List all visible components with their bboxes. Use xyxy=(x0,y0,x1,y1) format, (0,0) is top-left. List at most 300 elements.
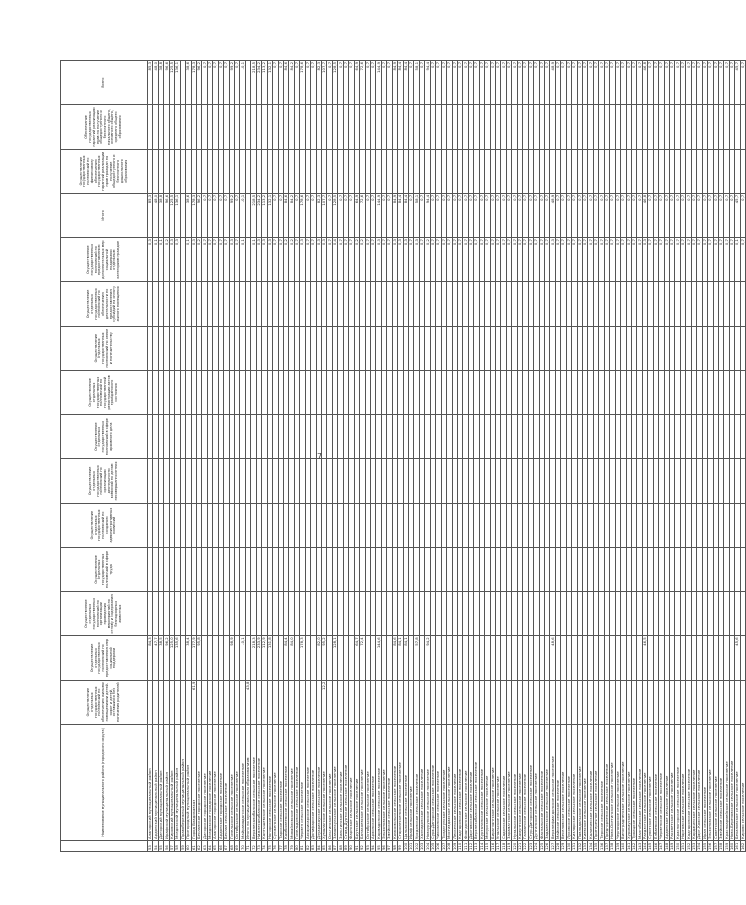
value-cell: 0,7 xyxy=(539,193,544,237)
value-cell: 178,3 xyxy=(191,193,196,237)
value-cell: 144,9 xyxy=(376,61,381,105)
value-cell: 61,9 xyxy=(191,680,196,724)
row-number-cell: 155 xyxy=(702,840,707,851)
row-name-cell: Кантышевское сельское поселение xyxy=(262,724,267,840)
value-cell: 0,7 xyxy=(343,61,348,105)
value-cell: 0,7 xyxy=(566,238,571,282)
value-cell: 0,7 xyxy=(468,238,473,282)
value-cell: 0,7 xyxy=(621,193,626,237)
value-cell: 128,5 xyxy=(332,61,337,105)
value-cell: 0,7 xyxy=(577,193,582,237)
value-cell: 0,7 xyxy=(626,238,631,282)
value-cell: 113,2 xyxy=(262,61,267,105)
value-cell: 0,7 xyxy=(523,61,528,105)
row-number-cell: 148 xyxy=(664,840,669,851)
value-cell: 0,7 xyxy=(327,193,332,237)
value-cell: 38,5 xyxy=(158,636,163,680)
value-cell: 0,7 xyxy=(528,193,533,237)
value-cell: 94,2 xyxy=(425,636,430,680)
row-number-cell: 157 xyxy=(713,840,718,851)
value-cell: 178,6 xyxy=(300,193,305,237)
value-cell: 0,7 xyxy=(381,61,386,105)
row-number-cell: 99 xyxy=(398,840,403,851)
value-cell: 96,6 xyxy=(164,193,169,237)
value-cell: 0,7 xyxy=(708,61,713,105)
row-name-cell: Гизельдонское сельское поселение xyxy=(294,724,299,840)
value-cell: 0,7 xyxy=(670,238,675,282)
row-number-cell: 137 xyxy=(604,840,609,851)
value-cell: 107,7 xyxy=(322,193,327,237)
value-cell: 0,7 xyxy=(604,238,609,282)
value-cell: 96,6 xyxy=(164,61,169,105)
row-name-cell: Ардонское сельское поселение xyxy=(664,724,669,840)
header-cell: Осуществление отдельных государственных полномочий по созданию административных комиссий xyxy=(61,503,148,547)
row-name-cell: Мизурское сельское поселение xyxy=(485,724,490,840)
row-number-cell: 64 xyxy=(207,840,212,851)
value-cell: 178,3 xyxy=(191,61,196,105)
value-cell: 98,9 xyxy=(229,636,234,680)
value-cell: 0,7 xyxy=(447,61,452,105)
row-name-cell: Фиагдонское сельское поселение xyxy=(463,724,468,840)
value-cell: 0,7 xyxy=(517,238,522,282)
value-cell: 0,7 xyxy=(501,61,506,105)
row-number-cell: 77 xyxy=(278,840,283,851)
value-cell xyxy=(740,592,745,636)
value-cell: 0,7 xyxy=(430,193,435,237)
value-cell: 96,2 xyxy=(196,61,201,105)
value-cell: 0,3 xyxy=(191,238,196,282)
value-cell: 64,9 xyxy=(354,193,359,237)
row-number-cell: 83 xyxy=(311,840,316,851)
row-number-cell: 119 xyxy=(506,840,511,851)
value-cell: 0,7 xyxy=(338,238,343,282)
value-cell: 218,5 xyxy=(251,61,256,105)
value-cell: 0,7 xyxy=(409,193,414,237)
value-cell: 125,0 xyxy=(169,636,174,680)
value-cell: 0,7 xyxy=(621,238,626,282)
row-number-cell: 111 xyxy=(463,840,468,851)
value-cell: 0,7 xyxy=(588,61,593,105)
row-name-cell: Притеречное сельское поселение xyxy=(593,724,598,840)
value-cell xyxy=(740,680,745,724)
value-cell: 0,7 xyxy=(631,61,636,105)
value-cell: 0,7 xyxy=(664,61,669,105)
value-cell: 0,7 xyxy=(441,61,446,105)
value-cell: 0,7 xyxy=(528,238,533,282)
margin-mark: 7 xyxy=(317,452,323,461)
header-cell: Всего xyxy=(61,61,148,105)
header-cell: Осуществление отдельных государственных полномочий по обеспечению деятельности по предоставлению субсидий на оплату жилого помещения xyxy=(61,282,148,326)
value-cell: 0,3 xyxy=(403,238,408,282)
value-cell: 0,7 xyxy=(534,61,539,105)
value-cell: 0,7 xyxy=(485,61,490,105)
value-cell: 0,7 xyxy=(338,193,343,237)
row-name-cell: Урсдонское сельское поселение xyxy=(414,724,419,840)
value-cell: 45,6 xyxy=(735,636,740,680)
value-cell: 0,2 xyxy=(283,238,288,282)
value-cell: 0,7 xyxy=(708,193,713,237)
row-number-cell: 91 xyxy=(354,840,359,851)
value-cell: 0,2 xyxy=(196,238,201,282)
row-number-cell: 115 xyxy=(485,840,490,851)
row-number-cell: 89 xyxy=(343,840,348,851)
rotated-sheet xyxy=(60,60,745,852)
value-cell: 0,7 xyxy=(224,238,229,282)
value-cell: 0,7 xyxy=(501,238,506,282)
row-number-cell: 60 xyxy=(186,840,191,851)
value-cell: 0,7 xyxy=(697,193,702,237)
value-cell: 84,4 xyxy=(398,61,403,105)
value-cell: 45,7 xyxy=(735,61,740,105)
value-cell xyxy=(740,370,745,414)
value-cell: 0,7 xyxy=(224,193,229,237)
value-cell: 0,7 xyxy=(544,193,549,237)
value-cell: 0,7 xyxy=(740,61,745,105)
row-name-cell: Веселовское сельское поселение xyxy=(561,724,566,840)
value-cell: -0,1 xyxy=(240,61,245,105)
value-cell: 0,7 xyxy=(506,61,511,105)
value-cell: 0,1 xyxy=(186,238,191,282)
value-cell: 0,7 xyxy=(468,193,473,237)
value-cell: 0,3 xyxy=(256,238,261,282)
row-number-cell: 71 xyxy=(245,840,250,851)
row-name-cell: Ардонский муниципальный район xyxy=(153,724,158,840)
value-cell: 0,1 xyxy=(735,238,740,282)
value-cell: 0,7 xyxy=(724,238,729,282)
row-number-cell: 69 xyxy=(235,840,240,851)
value-cell: 38,4 xyxy=(186,636,191,680)
value-cell: 0,7 xyxy=(305,238,310,282)
value-cell: 84,4 xyxy=(403,193,408,237)
row-name-cell: Мостиздахское сельское поселение xyxy=(447,724,452,840)
row-name-cell: Кадгаронское сельское поселение xyxy=(686,724,691,840)
row-name-cell: Предгорненское сельское поселение xyxy=(604,724,609,840)
row-name-cell: Ираф сельское поселение xyxy=(409,724,414,840)
value-cell: 0,7 xyxy=(311,61,316,105)
table-body xyxy=(148,61,746,852)
value-cell xyxy=(740,415,745,459)
value-cell: 0,7 xyxy=(555,193,560,237)
value-cell: 0,7 xyxy=(207,61,212,105)
value-cell: 0,7 xyxy=(588,238,593,282)
value-cell: 131,8 xyxy=(267,636,272,680)
row-name-cell: Дунтинское сельское поселение xyxy=(534,724,539,840)
value-cell: 0,7 xyxy=(610,238,615,282)
row-name-cell: Чиколинское сельское поселение xyxy=(436,724,441,840)
row-name-cell: Ногирское сельское поселение xyxy=(267,724,272,840)
row-name-cell: Верхнекобанское сельское поселение xyxy=(474,724,479,840)
row-number-cell: 133 xyxy=(583,840,588,851)
value-cell: 0,7 xyxy=(457,238,462,282)
row-name-cell: Беслан сельское поселение xyxy=(224,724,229,840)
value-cell: 125,5 xyxy=(169,193,174,237)
value-cell: 0,3 xyxy=(322,238,327,282)
value-cell: 0,7 xyxy=(409,238,414,282)
row-name-cell: Красногорское сельское поселение xyxy=(675,724,680,840)
value-cell: 0,3 xyxy=(169,238,174,282)
row-name-cell: Ставд-Дуртское сельское поселение xyxy=(343,724,348,840)
header-cell: Осуществление государственных полномочий по предоставлению дополнительных мер социальной поддержки отдельным категориям граждан xyxy=(61,238,148,282)
value-cell xyxy=(740,459,745,503)
value-cell: 0,7 xyxy=(680,193,685,237)
value-cell: 0,7 xyxy=(691,61,696,105)
row-number-cell: 58 xyxy=(175,840,180,851)
row-number-cell: 139 xyxy=(615,840,620,851)
value-cell: 0,7 xyxy=(441,193,446,237)
row-number-cell: 132 xyxy=(577,840,582,851)
row-name-cell: Майрамадагское сельское поселение xyxy=(240,724,245,840)
row-name-cell: Троицкое сельское поселение xyxy=(631,724,636,840)
table-row xyxy=(740,61,745,852)
value-cell: 0,7 xyxy=(664,193,669,237)
value-cell xyxy=(740,636,745,680)
row-number-cell: 146 xyxy=(653,840,658,851)
row-name-cell: Ново-Осетинское сельское поселение xyxy=(610,724,615,840)
value-cell: 82,0 xyxy=(316,636,321,680)
row-number-cell: 140 xyxy=(621,840,626,851)
value-cell: 0,7 xyxy=(648,61,653,105)
value-cell: 0,7 xyxy=(349,61,354,105)
row-name-cell: Раздзогское сельское поселение xyxy=(642,724,647,840)
row-name-cell: Толдзгунское сельское поселение xyxy=(441,724,446,840)
value-cell: 0,3 xyxy=(398,238,403,282)
value-cell: 107,7 xyxy=(322,61,327,105)
value-cell: 0,7 xyxy=(485,238,490,282)
value-cell: 234,2 xyxy=(256,193,261,237)
value-cell: 0,7 xyxy=(452,61,457,105)
value-cell: 0,7 xyxy=(534,238,539,282)
row-number-cell: 57 xyxy=(169,840,174,851)
value-cell: 132,1 xyxy=(267,193,272,237)
value-cell: 0,7 xyxy=(648,238,653,282)
value-cell: 0,1 xyxy=(240,238,245,282)
row-name-cell: Садонское сельское поселение xyxy=(501,724,506,840)
header-cell: Осуществление отдельных государственных полномочий по обеспечению жилыми помещениями детей-сирот и детей, оставшихся без попечения родителей xyxy=(61,680,148,724)
row-number-cell: 66 xyxy=(218,840,223,851)
value-cell: 0,7 xyxy=(729,61,734,105)
row-number-cell: 144 xyxy=(642,840,647,851)
value-cell: 0,7 xyxy=(452,193,457,237)
value-cell: 0,7 xyxy=(593,238,598,282)
value-cell: 0,7 xyxy=(479,193,484,237)
value-cell: 0,7 xyxy=(235,61,240,105)
value-cell: 0,7 xyxy=(566,193,571,237)
row-name-cell: Ольгинское сельское поселение xyxy=(327,724,332,840)
value-cell: 128,5 xyxy=(332,193,337,237)
value-cell: 0,7 xyxy=(501,193,506,237)
value-cell: 0,7 xyxy=(457,193,462,237)
value-cell: 0,7 xyxy=(235,193,240,237)
value-cell: 0,3 xyxy=(262,238,267,282)
value-cell: 85,3 xyxy=(148,193,153,237)
value-cell: 0,7 xyxy=(729,193,734,237)
value-cell: 0,7 xyxy=(490,238,495,282)
row-number-cell: 160 xyxy=(729,840,734,851)
header-cell: Обеспечение государственных гарантий реализации прав на получение общедоступного и бесплатного начального общего, основного общего, среднего общего образования xyxy=(61,105,148,149)
row-number-cell: 134 xyxy=(588,840,593,851)
row-number-cell: 70 xyxy=(240,840,245,851)
value-cell: 0,7 xyxy=(729,238,734,282)
row-name-cell: Зарамагское сельское поселение xyxy=(506,724,511,840)
value-cell: 0,7 xyxy=(202,193,207,237)
row-number-cell: 67 xyxy=(224,840,229,851)
value-cell: 113,2 xyxy=(262,193,267,237)
row-name-cell: Нартовское сельское поселение xyxy=(680,724,685,840)
row-number-cell: 107 xyxy=(441,840,446,851)
row-name-cell: Рассветское сельское поселение xyxy=(670,724,675,840)
row-number-cell: 54 xyxy=(153,840,158,851)
row-name-cell: Старолескенское сельское поселение xyxy=(398,724,403,840)
value-cell: 234,2 xyxy=(256,61,261,105)
row-number-cell: 101 xyxy=(409,840,414,851)
value-cell: 0,7 xyxy=(305,193,310,237)
row-name-cell: Калининское сельское поселение xyxy=(588,724,593,840)
value-cell: 0,7 xyxy=(702,193,707,237)
row-number-cell: 106 xyxy=(436,840,441,851)
value-cell: 0,7 xyxy=(218,193,223,237)
value-cell: 84,1 xyxy=(398,636,403,680)
value-cell: 136,1 xyxy=(175,61,180,105)
value-cell: 48,0 xyxy=(153,193,158,237)
value-cell: 0,2 xyxy=(360,238,365,282)
value-cell: 0,2 xyxy=(289,238,294,282)
row-name-cell: Лескенское сельское поселение xyxy=(452,724,457,840)
row-name-cell: Кармадонское сельское поселение xyxy=(376,724,381,840)
value-cell: 0,7 xyxy=(523,238,528,282)
row-number-cell: 102 xyxy=(414,840,419,851)
value-cell: 0,1 xyxy=(251,238,256,282)
row-name-cell: Павлодольское сельское поселение xyxy=(577,724,582,840)
value-cell: 0,7 xyxy=(615,238,620,282)
value-cell: 82,3 xyxy=(316,61,321,105)
row-name-cell: Зильгинское сельское поселение xyxy=(338,724,343,840)
row-name-cell: Советское сельское поселение xyxy=(713,724,718,840)
value-cell: 144,6 xyxy=(376,636,381,680)
value-cell: 132,1 xyxy=(267,61,272,105)
header-cell-number xyxy=(61,840,148,851)
row-number-cell: 149 xyxy=(670,840,675,851)
row-name-cell: Бирагзангское сельское поселение xyxy=(490,724,495,840)
row-number-cell: 136 xyxy=(599,840,604,851)
value-cell: 0,7 xyxy=(583,61,588,105)
value-cell: 0,7 xyxy=(637,193,642,237)
value-cell: 0,7 xyxy=(343,238,348,282)
value-cell: 0,7 xyxy=(213,193,218,237)
value-cell: 218,5 xyxy=(251,193,256,237)
value-cell: 0,7 xyxy=(327,61,332,105)
value-cell: 0,7 xyxy=(370,193,375,237)
value-cell: 0,7 xyxy=(474,238,479,282)
row-name-cell: Майское сельское поселение xyxy=(555,724,560,840)
value-cell: 0,3 xyxy=(300,238,305,282)
row-number-cell: 145 xyxy=(648,840,653,851)
value-cell: 0,3 xyxy=(414,238,419,282)
value-cell: 0,7 xyxy=(675,193,680,237)
value-cell: 0,7 xyxy=(691,238,696,282)
value-cell: 0,7 xyxy=(278,61,283,105)
value-cell: 0,7 xyxy=(496,238,501,282)
value-cell: 0,7 xyxy=(419,193,424,237)
value-cell: 233,9 xyxy=(256,636,261,680)
value-cell: 0,7 xyxy=(349,238,354,282)
row-number-cell: 103 xyxy=(419,840,424,851)
value-cell: 0,1 xyxy=(158,238,163,282)
value-cell: 0,7 xyxy=(740,238,745,282)
row-number-cell: 92 xyxy=(360,840,365,851)
value-cell: 0,7 xyxy=(490,61,495,105)
row-name-cell: Ардонское городское поселение xyxy=(218,724,223,840)
value-cell: 0,7 xyxy=(365,193,370,237)
row-number-cell: 87 xyxy=(332,840,337,851)
value-cell: 0,7 xyxy=(740,193,745,237)
row-name-cell: Дигорский муниципальный район xyxy=(158,724,163,840)
value-cell: 58,1 xyxy=(414,193,419,237)
row-name-cell: Октябрьское сельское поселение xyxy=(235,724,240,840)
value-cell xyxy=(740,547,745,591)
value-cell: 0,7 xyxy=(664,238,669,282)
value-cell: 0,7 xyxy=(659,61,664,105)
row-name-cell: Галиатское сельское поселение xyxy=(523,724,528,840)
value-cell: 0,7 xyxy=(311,193,316,237)
value-cell: 0,7 xyxy=(365,61,370,105)
value-cell xyxy=(740,149,745,193)
value-cell: 0,7 xyxy=(517,61,522,105)
row-name-cell: Дигорское городское поселение xyxy=(202,724,207,840)
value-cell: 0,7 xyxy=(496,61,501,105)
value-cell: 0,1 xyxy=(153,238,158,282)
row-name-cell: Куртатинское сельское поселение xyxy=(479,724,484,840)
value-cell: 0,7 xyxy=(207,238,212,282)
row-number-cell: 81 xyxy=(300,840,305,851)
value-cell: 0,7 xyxy=(544,238,549,282)
value-cell: 0,7 xyxy=(479,238,484,282)
value-cell: 84,4 xyxy=(283,636,288,680)
row-number-cell: 100 xyxy=(403,840,408,851)
value-cell: 0,7 xyxy=(381,193,386,237)
row-name-cell: Дзуарикауское сельское поселение xyxy=(316,724,321,840)
value-cell: 0,7 xyxy=(572,61,577,105)
row-number-cell: 138 xyxy=(610,840,615,851)
value-cell: 0,7 xyxy=(207,193,212,237)
value-cell: 0,7 xyxy=(474,61,479,105)
row-name-cell: Фарнское сельское поселение xyxy=(349,724,354,840)
value-cell: 38,8 xyxy=(158,193,163,237)
value-cell: 0,3 xyxy=(229,238,234,282)
value-cell: 0,7 xyxy=(680,238,685,282)
row-name-cell: Город Владикавказ xyxy=(191,724,196,840)
value-cell: 0,7 xyxy=(381,238,386,282)
value-cell: 0,7 xyxy=(490,193,495,237)
row-name-cell: Чермен сельское поселение xyxy=(300,724,305,840)
value-cell: 0,7 xyxy=(610,61,615,105)
row-number-cell: 142 xyxy=(631,840,636,851)
value-cell: 0,7 xyxy=(593,61,598,105)
value-cell: 0,7 xyxy=(534,193,539,237)
row-number-cell: 122 xyxy=(523,840,528,851)
value-cell: 0,7 xyxy=(436,61,441,105)
row-name-cell: Бекановское сельское поселение xyxy=(735,724,740,840)
header-cell: Осуществление отдельных государственных полномочий по опеке и попечительству xyxy=(61,326,148,370)
row-number-cell: 135 xyxy=(593,840,598,851)
row-number-cell: 112 xyxy=(468,840,473,851)
value-cell: 0,7 xyxy=(463,61,468,105)
value-cell: 0,3 xyxy=(392,238,397,282)
value-cell: 0,7 xyxy=(343,193,348,237)
row-name-cell: Черменское сельское поселение xyxy=(659,724,664,840)
value-cell: 0,7 xyxy=(555,61,560,105)
value-cell xyxy=(740,105,745,149)
row-name-cell: Елбаевское сельское поселение xyxy=(653,724,658,840)
